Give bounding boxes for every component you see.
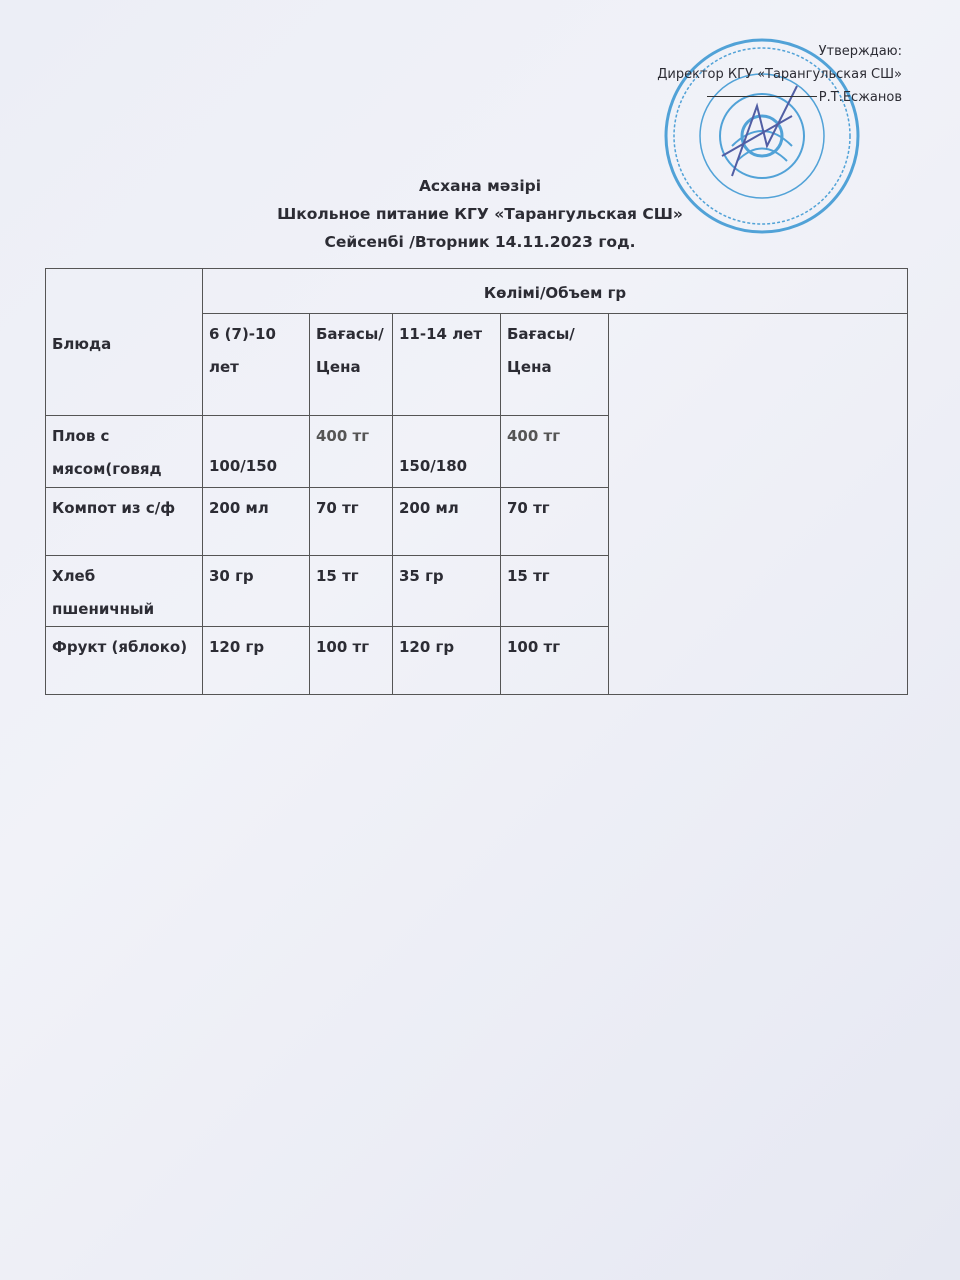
- portion-6-10: 100/150: [203, 416, 310, 488]
- portion-11-14: 150/180: [393, 416, 501, 488]
- price-11-14: 70 тг: [501, 488, 609, 556]
- title-kazakh: Асхана мәзірі: [418, 177, 542, 195]
- approval-director: Директор КГУ «Тарангульская СШ»: [657, 67, 902, 82]
- menu-table: [45, 268, 908, 695]
- approval-block: [657, 40, 902, 109]
- approval-name: Р.Т.Есжанов: [818, 90, 902, 105]
- blank-column: [609, 314, 908, 695]
- signature-line: [707, 96, 817, 97]
- title-school: Школьное питание КГУ «Тарангульская СШ»: [277, 205, 683, 223]
- price-6-10: 70 тг: [310, 488, 393, 556]
- header-price-2: Бағасы/ Цена: [501, 314, 609, 416]
- portion-11-14: 120 гр: [393, 627, 501, 695]
- price-11-14: 100 тг: [501, 627, 609, 695]
- price-11-14: 400 тг: [501, 416, 609, 488]
- dish-name: Компот из с/ф: [46, 488, 203, 556]
- header-age-11-14: 11-14 лет: [393, 314, 501, 416]
- portion-6-10: 200 мл: [203, 488, 310, 556]
- price-11-14: 15 тг: [501, 556, 609, 627]
- portion-6-10: 30 гр: [203, 556, 310, 627]
- portion-11-14: 200 мл: [393, 488, 501, 556]
- header-volume-group: Көлімі/Объем гр: [203, 269, 908, 314]
- header-age-6-10: 6 (7)-10 лет: [203, 314, 310, 416]
- price-6-10: 100 тг: [310, 627, 393, 695]
- dish-name: Фрукт (яблоко): [46, 627, 203, 695]
- portion-6-10: 120 гр: [203, 627, 310, 695]
- price-6-10: 15 тг: [310, 556, 393, 627]
- portion-11-14: 35 гр: [393, 556, 501, 627]
- price-6-10: 400 тг: [310, 416, 393, 488]
- header-dishes: Блюда: [46, 269, 203, 416]
- header-price-1: Бағасы/Цена: [310, 314, 393, 416]
- title-date: Сейсенбі /Вторник 14.11.2023 год.: [324, 233, 636, 251]
- dish-name: Хлеб пшеничный: [46, 556, 203, 627]
- dish-name: Плов с мясом(говяд: [46, 416, 203, 488]
- approval-label: Утверждаю:: [818, 44, 902, 59]
